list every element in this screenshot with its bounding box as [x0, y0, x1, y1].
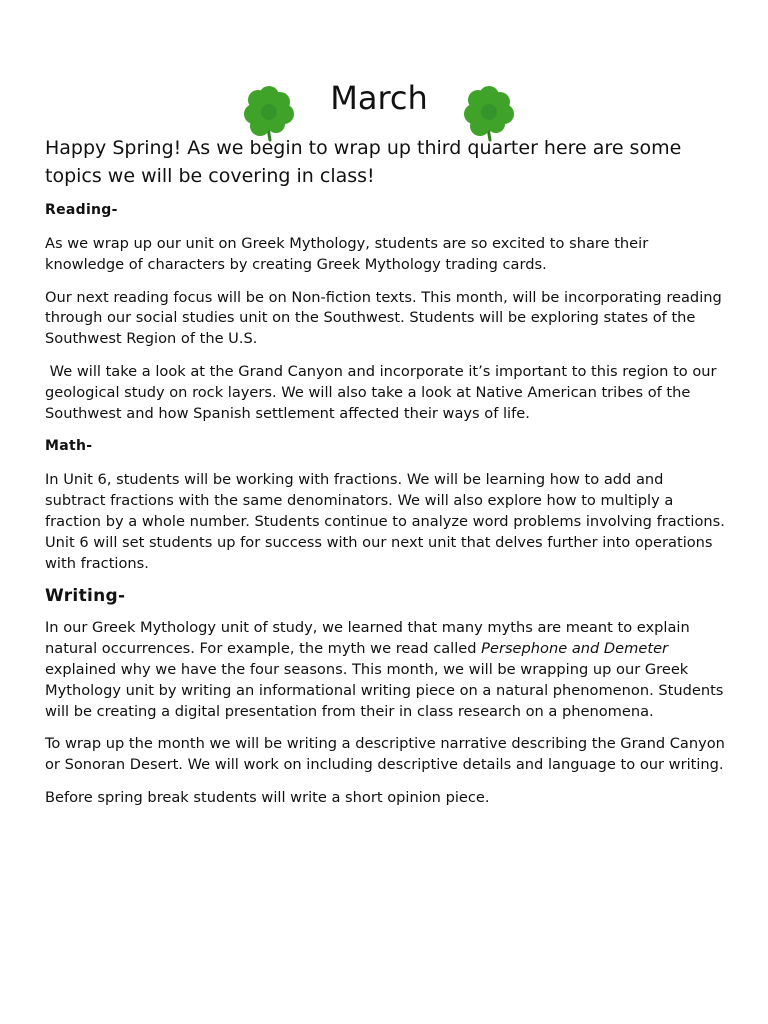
myth-title: Persephone and Demeter [481, 640, 669, 658]
writing-heading: Writing- [45, 586, 126, 607]
reading-heading: Reading- [45, 202, 118, 218]
page-title: March [330, 79, 428, 117]
math-heading: Math- [45, 438, 93, 455]
writing-paragraph-1 [45, 618, 725, 722]
intro-text: Happy Spring! As we begin to wrap up third quarter here are some topics we will be covering in class! [45, 137, 682, 187]
writing-paragraph-1-start: In our Greek Mythology unit of study, we learned that many myths are meant to explain natural occurrences. For example, the myth we read called [45, 619, 690, 658]
writing-paragraph-2: To wrap up the month we will be writing a descriptive narrative describing the Grand Canyon or Sonoran Desert. We will work on including descriptive details and language to our writing. [45, 735, 725, 774]
math-paragraph-1: In Unit 6, students will be working with fractions. We will be learning how to add and subtract fractions with the same denominators. We will also explore how to multiply a fraction by a whole number. Students continue to analyze word problems involving fractions. Unit 6 will set students up for success with our next unit that delves further into operations with fractions. [45, 471, 725, 572]
writing-paragraph-1-end: explained why we have the four seasons. This month, we will be wrapping up our Greek Mythology unit by writing an informational writing piece on a natural phenomenon. Students will be creating a digital presentation from their in class research on a phenomena. [45, 660, 724, 720]
writing-paragraph-3: Before spring break students will write a short opinion piece. [45, 788, 490, 806]
newsletter-content [45, 134, 725, 821]
reading-paragraph-2: Our next reading focus will be on Non-fiction texts. This month, will be incorporating reading through our social studies unit on the Southwest. Students will be exploring states of the Southwest Region of the U.S. [45, 288, 722, 348]
reading-paragraph-3: We will take a look at the Grand Canyon and incorporate it’s important to this region to our geological study on rock layers. We will also take a look at Native American tribes of the Southwest and how Spanish settlement affected their ways of life. [45, 362, 722, 422]
reading-paragraph-1: As we wrap up our unit on Greek Mythology, students are so excited to share their knowledge of characters by creating Greek Mythology trading cards. [45, 235, 649, 273]
